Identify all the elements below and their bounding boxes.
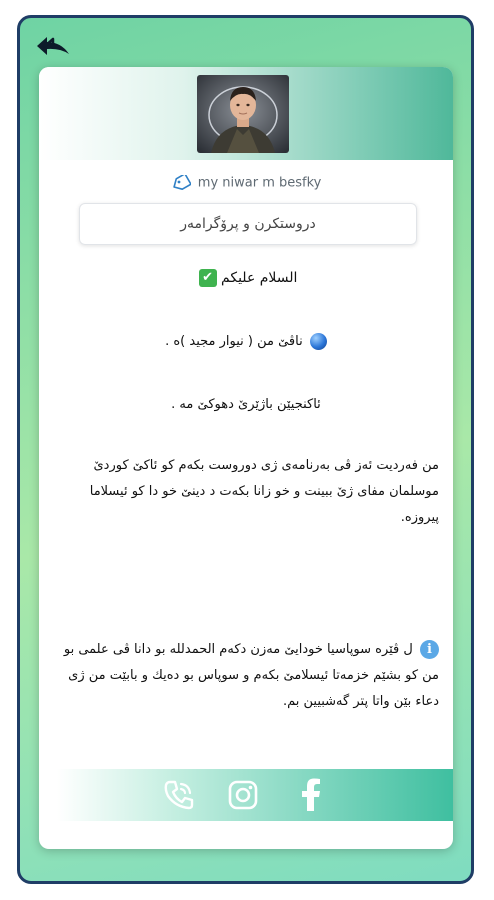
phone-button[interactable] bbox=[161, 777, 197, 813]
instagram-button[interactable] bbox=[225, 777, 261, 813]
thanks-text: ل ڤێرە سوپاسیا خودایێ مەزن دكەم الحمدللە بو دانا ڤی علمی بو من كو بشێم خزمەتا ئیسلامێ بكەم و سوپاس بو دەیك و بابێت من ژی دعاء بێن واتا پتر گەشبیین بم. bbox=[63, 642, 439, 709]
name-text: ناڤێ من ( نیوار مجید )ە . bbox=[165, 334, 303, 349]
greeting-text: السلام عليكم bbox=[221, 270, 298, 286]
phone-icon bbox=[162, 778, 196, 812]
thanks-paragraph bbox=[53, 637, 439, 715]
username-tag bbox=[39, 175, 453, 191]
blue-circle-icon bbox=[310, 333, 327, 350]
facebook-button[interactable] bbox=[293, 777, 329, 813]
origin-line: ئاكنجیێن باژێرێ دهوكێ مە . bbox=[171, 397, 321, 412]
info-icon: i bbox=[420, 640, 439, 659]
avatar bbox=[197, 75, 289, 153]
purpose-paragraph: من فەردیت ئەز ڤی بەرنامەی ژی دوروست بكەم كو ئاكێ كوردێ موسلمان مفای ژێ ببینت و خو زانا بكەت د دینێ خو دا كو ئیسلاما پیروزە. bbox=[89, 458, 439, 525]
instagram-icon bbox=[227, 779, 259, 811]
facebook-icon bbox=[300, 778, 322, 812]
back-button[interactable] bbox=[35, 34, 73, 58]
name-line bbox=[53, 329, 439, 355]
tag-icon bbox=[171, 175, 191, 191]
back-arrow-icon bbox=[35, 34, 73, 58]
role-title: دروستكرن و پرۆگرامەر bbox=[79, 203, 417, 245]
greeting-line bbox=[53, 265, 439, 291]
username-text: my niwar m besfky bbox=[197, 175, 322, 191]
profile-card bbox=[39, 67, 453, 849]
check-mark-icon: ✔ bbox=[199, 269, 217, 287]
